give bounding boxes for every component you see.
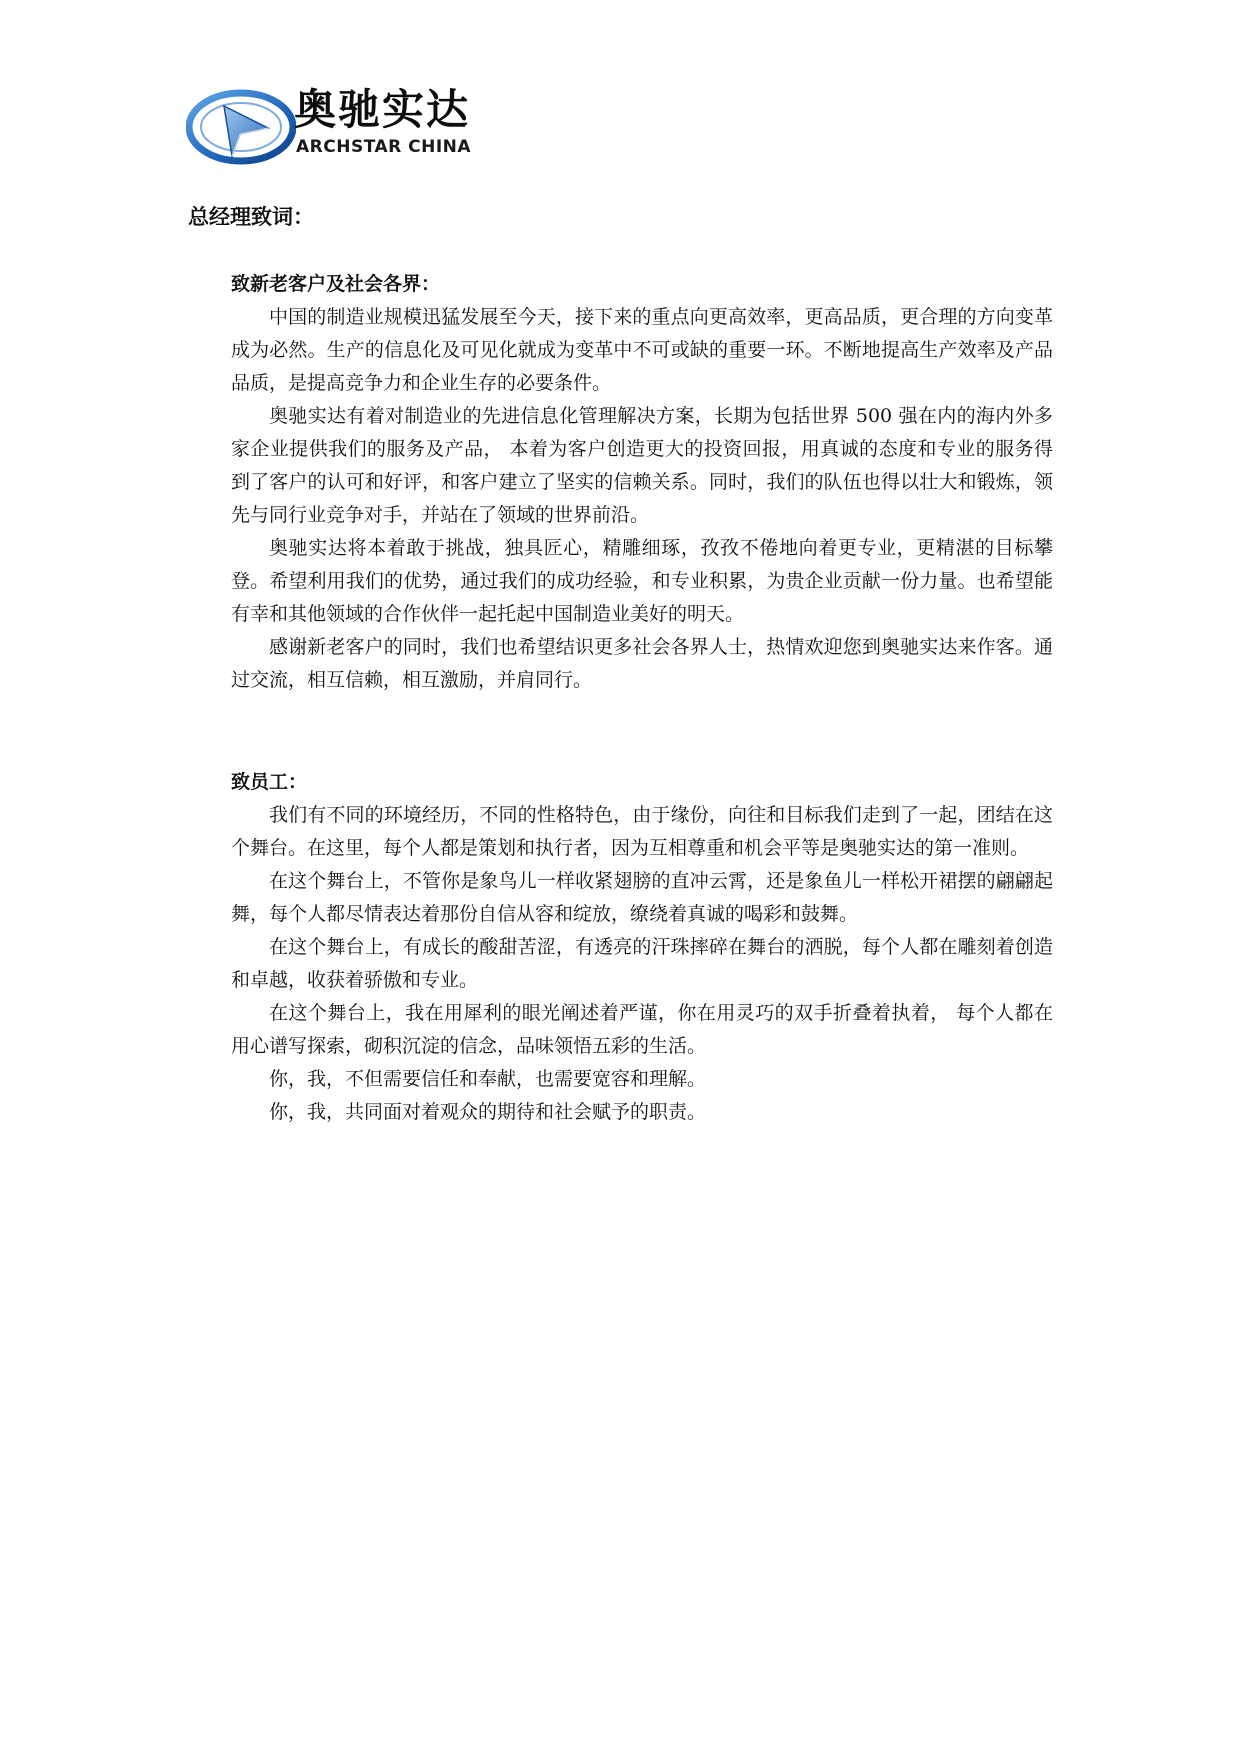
company-logo bbox=[186, 84, 496, 166]
paragraph: 你，我，不但需要信任和奉献，也需要宽容和理解。 bbox=[269, 1068, 707, 1090]
paragraph: 奥驰实达有着对制造业的先进信息化管理解决方案，长期为包括世界 500 强在内的海内外多家企业提供我们的服务及产品， 本着为客户创造更大的投资回报，用真诚的态度和专业的服务得到了客户的认可和好评，和客户建立了坚实的信赖关系。同时，我们的队伍也得以壮大和锻炼，领先与同行业竞争对手，并站在了领域的世界前沿。 bbox=[231, 405, 1053, 526]
section-customers bbox=[231, 268, 1053, 697]
page-title: 总经理致词： bbox=[188, 205, 314, 229]
logo-name-cn: 奥驰实达 bbox=[294, 85, 471, 134]
paragraph: 在这个舞台上，不管你是象鸟儿一样收紧翅膀的直冲云霄，还是象鱼儿一样松开裙摆的翩翩起舞，每个人都尽情表达着那份自信从容和绽放，缭绕着真诚的喝彩和鼓舞。 bbox=[231, 870, 1053, 925]
logo-name-en: ARCHSTAR CHINA bbox=[296, 137, 472, 157]
paragraph: 你，我，共同面对着观众的期待和社会赋予的职责。 bbox=[269, 1101, 707, 1123]
paragraph: 中国的制造业规模迅猛发展至今天，接下来的重点向更高效率，更高品质，更合理的方向变革成为必然。生产的信息化及可见化就成为变革中不可或缺的重要一环。不断地提高生产效率及产品品质，是提高竞争力和企业生存的必要条件。 bbox=[231, 306, 1053, 394]
paragraph: 感谢新老客户的同时，我们也希望结识更多社会各界人士，热情欢迎您到奥驰实达来作客。通过交流，相互信赖，相互激励，并肩同行。 bbox=[231, 636, 1053, 691]
paragraph: 在这个舞台上，我在用犀利的眼光阐述着严谨，你在用灵巧的双手折叠着执着， 每个人都在用心谱写探索，砌积沉淀的信念，品味领悟五彩的生活。 bbox=[231, 1002, 1053, 1057]
paragraph: 在这个舞台上，有成长的酸甜苦涩，有透亮的汗珠摔碎在舞台的洒脱，每个人都在雕刻着创造和卓越，收获着骄傲和专业。 bbox=[231, 936, 1053, 991]
section-heading: 致员工： bbox=[231, 771, 308, 793]
section-heading: 致新老客户及社会各界： bbox=[231, 273, 441, 295]
logo-emblem-icon bbox=[186, 84, 296, 166]
paragraph: 奥驰实达将本着敢于挑战，独具匠心，精雕细琢，孜孜不倦地向着更专业，更精湛的目标攀登。希望利用我们的优势，通过我们的成功经验，和专业积累，为贵企业贡献一份力量。也希望能有幸和其他领域的合作伙伴一起托起中国制造业美好的明天。 bbox=[231, 537, 1053, 625]
paragraph: 我们有不同的环境经历，不同的性格特色，由于缘份，向往和目标我们走到了一起，团结在这个舞台。在这里，每个人都是策划和执行者，因为互相尊重和机会平等是奥驰实达的第一准则。 bbox=[231, 804, 1053, 859]
section-employees bbox=[231, 766, 1053, 1129]
